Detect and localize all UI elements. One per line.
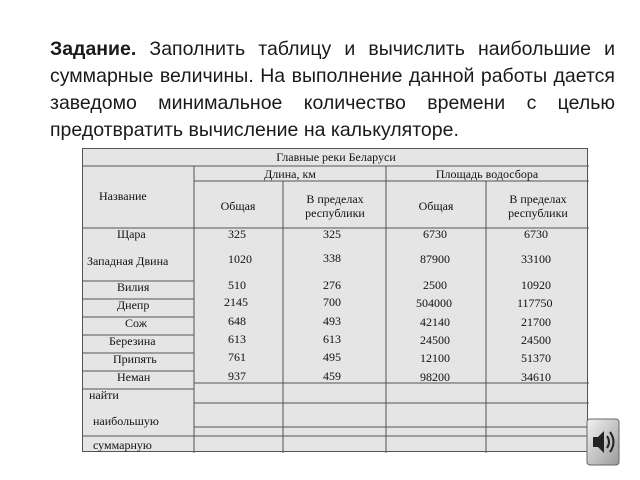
table-row-name: Днепр: [117, 298, 150, 312]
table-cell: 10920: [521, 278, 551, 292]
table-row-name: Сож: [125, 316, 147, 330]
table-cell: 504000: [416, 296, 452, 310]
table-cell: 24500: [521, 333, 551, 347]
task-heading: Задание.: [50, 38, 137, 60]
header-area-total: Общая: [418, 199, 454, 213]
table-cell: 6730: [423, 227, 447, 241]
table-cell: 325: [228, 227, 246, 241]
table-cell: 1020: [228, 252, 252, 266]
footer-find: найти: [89, 388, 119, 402]
table-cell: 510: [228, 278, 246, 292]
table-cell: 648: [228, 314, 246, 328]
table-cell: 42140: [420, 315, 450, 329]
header-area-within-1: В пределах: [509, 192, 567, 206]
table-cell: 117750: [517, 296, 553, 310]
table-row-name: Припять: [113, 352, 157, 366]
table-cell: 700: [323, 295, 341, 309]
table-row-name: Неман: [117, 370, 151, 384]
table-cell: 937: [228, 369, 246, 383]
table-cell: 33100: [521, 252, 551, 266]
header-length-total: Общая: [220, 199, 256, 213]
header-length-within-1: В пределах: [306, 192, 364, 206]
table-row-name: Вилия: [117, 280, 150, 294]
footer-sum: суммарную: [93, 438, 152, 452]
table-cell: 325: [323, 227, 341, 241]
table-cell: 6730: [524, 227, 548, 241]
speaker-icon[interactable]: [586, 418, 620, 466]
table-row-name: Щара: [117, 227, 146, 241]
task-description: [50, 36, 615, 144]
table-title: Главные реки Беларуси: [276, 150, 396, 164]
table-cell: 51370: [521, 351, 551, 365]
table-cell: 12100: [420, 351, 450, 365]
table-cell: 21700: [521, 315, 551, 329]
table-cell: 493: [323, 314, 341, 328]
header-area: Площадь водосбора: [435, 167, 539, 181]
table-row-name: Березина: [109, 334, 156, 348]
table-cell: 276: [323, 278, 341, 292]
table-cell: 613: [228, 332, 246, 346]
table-cell: 2500: [423, 278, 447, 292]
table-row-name: Западная Двина: [87, 254, 169, 268]
table-cell: 87900: [420, 252, 450, 266]
table-cell: 24500: [420, 333, 450, 347]
header-area-within-2: республики: [508, 206, 568, 220]
table-cell: 98200: [420, 370, 450, 384]
table-cell: 613: [323, 332, 341, 346]
rivers-table: [82, 148, 588, 452]
table-cell: 459: [323, 369, 341, 383]
task-text: Заполнить таблицу и вычислить наибольшие и суммарные величины. На выполнение данной работы дается заведомо минимальное количество времени с целью предотвратить вычисление на калькуляторе.: [50, 38, 615, 141]
table-cell: 34610: [521, 370, 551, 384]
footer-largest: наибольшую: [93, 414, 159, 428]
header-length: Длина, км: [264, 167, 316, 181]
header-length-within-2: республики: [305, 206, 365, 220]
table-cell: 338: [323, 251, 341, 265]
table-cell: 495: [323, 350, 341, 364]
table-cell: 761: [228, 350, 246, 364]
table-cell: 2145: [224, 295, 248, 309]
header-name: Название: [99, 189, 147, 203]
